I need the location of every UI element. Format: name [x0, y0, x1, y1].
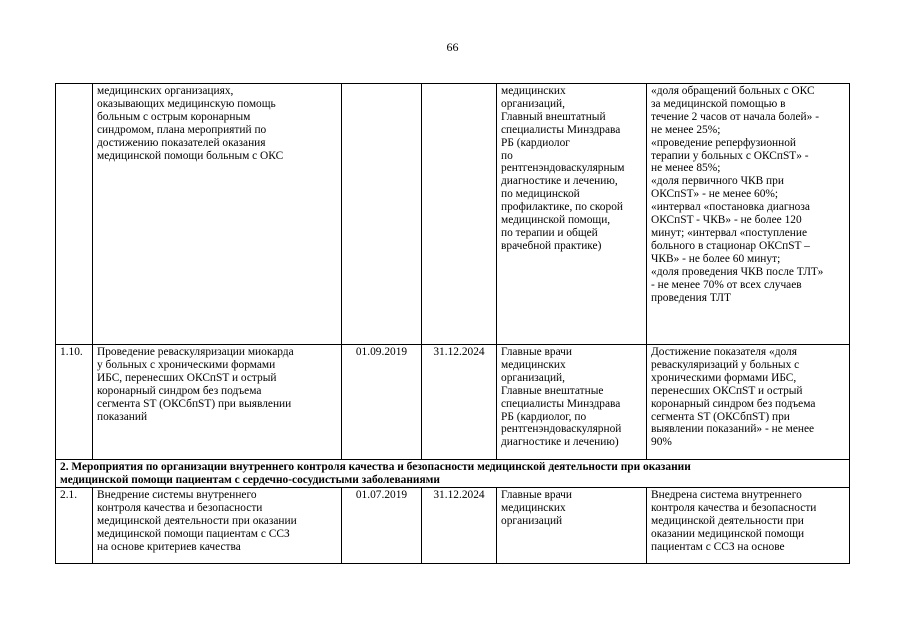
result-cell: Достижение показателя «доля реваскуляризаций у больных с хроническими формами ИБС, перенесших ОКСпST и острый коронарный синдром без подъема сегмента ST (ОКСбпST) при выявлении показаний» - не менее 90% [647, 345, 850, 460]
start-date-cell: 01.07.2019 [342, 488, 422, 564]
table-row [56, 488, 850, 564]
activity-cell: Проведение реваскуляризации миокарда у больных с хроническими формами ИБС, перенесших ОКСпST и острый коронарный синдром без подъема сегмента ST (ОКСбпST) при выявлении показаний [93, 345, 342, 460]
section-title: 2. Мероприятия по организации внутреннего контроля качества и безопасности медицинской деятельности при оказании медицинской помощи пациентам с сердечно-сосудистыми заболеваниями [56, 460, 850, 488]
row-number-cell: 1.10. [56, 345, 93, 460]
table-row [56, 84, 850, 345]
start-date-cell [342, 84, 422, 345]
start-date-cell: 01.09.2019 [342, 345, 422, 460]
end-date-cell [422, 84, 497, 345]
result-cell: Внедрена система внутреннего контроля качества и безопасности медицинской деятельности при оказании медицинской помощи пациентам с ССЗ на основе [647, 488, 850, 564]
row-number-cell [56, 84, 93, 345]
end-date-cell: 31.12.2024 [422, 488, 497, 564]
activity-cell: Внедрение системы внутреннего контроля качества и безопасности медицинской деятельности при оказании медицинской помощи пациентам с ССЗ на основе критериев качества [93, 488, 342, 564]
section-header-row [56, 460, 850, 488]
responsible-cell: медицинских организаций, Главный внештатный специалисты Минздрава РБ (кардиолог по рентгенэндоваскулярным диагностике и лечению, по медицинской профилактике, по скорой медицинской помощи, по терапии и общей врачебной практике) [497, 84, 647, 345]
page-number: 66 [446, 40, 459, 54]
activity-cell: медицинских организациях, оказывающих медицинскую помощь больным с острым коронарным синдромом, плана мероприятий по достижению показателей оказания медицинской помощи больным с ОКС [93, 84, 342, 345]
end-date-cell: 31.12.2024 [422, 345, 497, 460]
responsible-cell: Главные врачи медицинских организаций, Главные внештатные специалисты Минздрава РБ (кардиолог, по рентгенэндоваскулярной диагностике и лечению) [497, 345, 647, 460]
row-number-cell: 2.1. [56, 488, 93, 564]
activity-plan-table [55, 83, 850, 564]
result-cell: «доля обращений больных с ОКС за медицинской помощью в течение 2 часов от начала болей» - не менее 25%; «проведение реперфузионной терапии у больных с ОКСпST» - не менее 85%; «доля первичного ЧКВ при ОКСпST» - не менее 60%; «интервал «постановка диагноза ОКСпST - ЧКВ» - не более 120 минут; «интервал «поступление больного в стационар ОКСпST – ЧКВ» - не более 60 минут; «доля проведения ЧКВ после ТЛТ» - не менее 70% от всех случаев проведения ТЛТ [647, 84, 850, 345]
responsible-cell: Главные врачи медицинских организаций [497, 488, 647, 564]
table-row [56, 345, 850, 460]
